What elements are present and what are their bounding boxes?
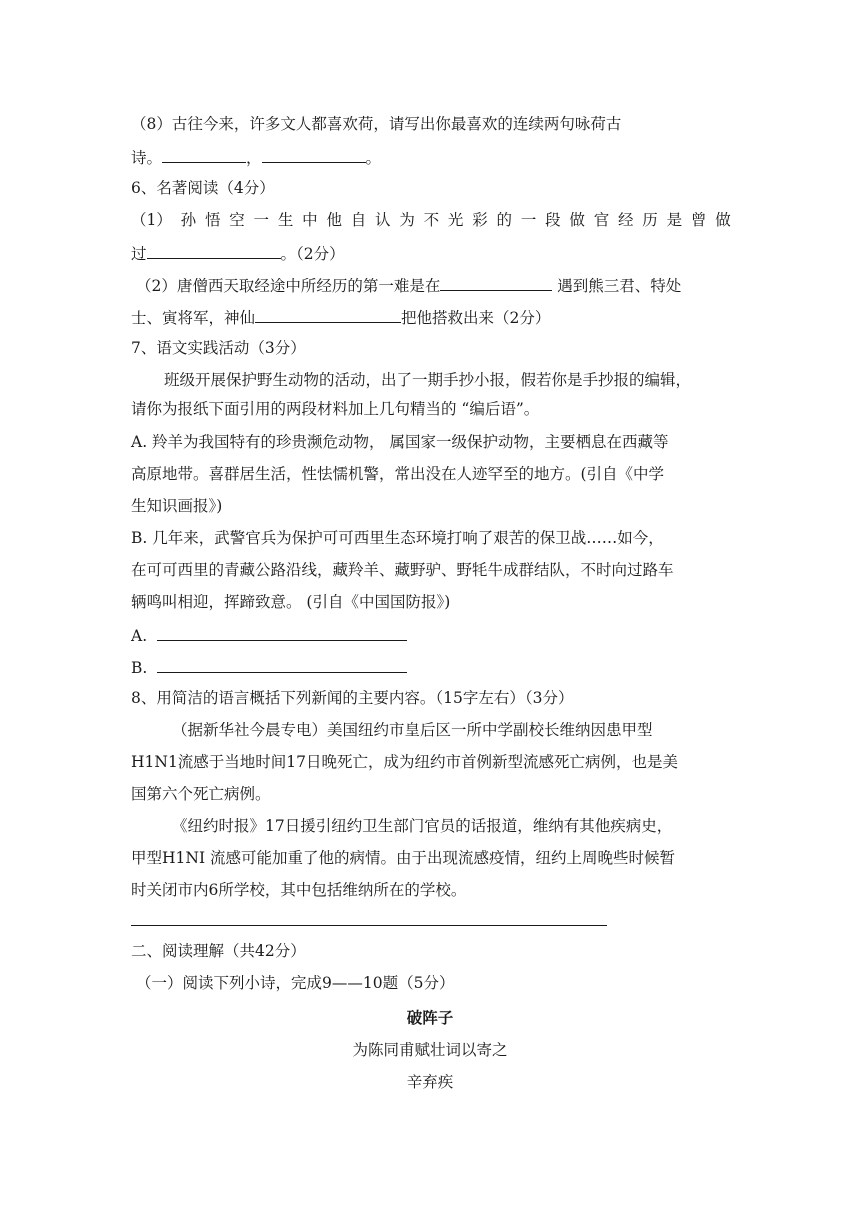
q7-answer-b-label: B.: [131, 659, 148, 677]
q7-intro-line2: 请你为报纸下面引用的两段材料加上几句精当的 “编后语”。: [131, 400, 540, 418]
q6-p2-line2: [131, 305, 731, 329]
q6-p1-char: 做: [569, 211, 585, 229]
q6-p1-char: 生: [277, 211, 294, 229]
q6-p1-char: 自: [350, 211, 367, 229]
q6-p1-char: 经: [618, 211, 634, 229]
q8-poem-line1: （8）古往今来，许多文人都喜欢荷，请写出你最喜欢的连续两句咏荷古: [131, 115, 622, 133]
q8-poem-comma: ，: [246, 149, 262, 167]
answer-blank[interactable]: [147, 241, 281, 259]
q8-news-p1-line3: 国第六个死亡病例。: [131, 785, 271, 803]
q6-p1-char: 历: [642, 211, 658, 229]
poem-author: 辛弃疾: [406, 1073, 454, 1091]
q7-a-line1: A. 羚羊为我国特有的珍贵濒危动物， 属国家一级保护动物，主要栖息在西藏等: [131, 433, 669, 451]
q8-news-heading: 8、用简洁的语言概括下列新闻的主要内容。（15字左右）（3分）: [131, 689, 574, 707]
q8-poem-period: 。: [365, 149, 382, 167]
q6-p1-char: 的: [496, 211, 513, 229]
q7-b-line3: 辆鸣叫相迎，挥蹄致意。 (引自《中国国防报》): [131, 593, 451, 611]
q7-a-line2: 高原地带。喜群居生活，性怯懦机警，常出没在人迹罕至的地方。(引自《中学: [131, 465, 665, 483]
answer-blank[interactable]: [262, 145, 366, 163]
q6-p1-char: 是: [666, 211, 683, 229]
q8-news-p1-line1: （据新华社今晨专电）美国纽约市皇后区一所中学副校长维纳因患甲型: [172, 721, 653, 739]
q8-news-p1-line2: H1N1流感于当地时间17日晚死亡，成为纽约市首例新型流感死亡病例，也是美: [131, 753, 679, 771]
q7-intro-line1: 班级开展保护野生动物的活动，出了一期手抄小报，假若你是手抄报的编辑，: [164, 371, 692, 389]
answer-line[interactable]: [131, 925, 607, 926]
q6-p1-char: 悟: [204, 211, 221, 229]
q7-heading: 7、语文实践活动（3分）: [131, 339, 306, 357]
q7-answer-a: [131, 623, 731, 647]
q6-p1-char: 认: [375, 211, 391, 229]
q6-p2-prefix: （2）唐僧西天取经途中所经历的第一难是在: [136, 277, 441, 295]
q6-p1-char: （1）: [131, 211, 172, 229]
q6-p1-char: 一: [253, 211, 270, 229]
q6-p1-char: 光: [447, 211, 464, 229]
q6-heading: 6、名著阅读（4分）: [131, 179, 275, 197]
q6-p1-char: 段: [545, 211, 561, 229]
q8-news-p2-line3: 时关闭市内6所学校，其中包括维纳所在的学校。: [131, 881, 467, 899]
q8-news-p2-line2: 甲型H1NI 流感可能加重了他的病情。由于出现流感疫情，纽约上周晚些时候暂: [131, 849, 675, 867]
q6-p1-char: 他: [326, 211, 342, 229]
q6-p1-char: 做: [715, 211, 731, 229]
q7-answer-b: [131, 655, 731, 679]
q6-p2-suffix: 遇到熊三君、特处: [552, 277, 682, 295]
q6-p1-prefix: 过: [131, 245, 147, 263]
q6-p1-char: 为: [399, 211, 415, 229]
q7-a-line3: 生知识画报》): [131, 497, 223, 515]
q6-p2-line2-prefix: 士、寅将军，神仙: [131, 309, 256, 327]
q6-p1-char: 空: [229, 211, 245, 229]
q6-p1-suffix: 。（2分）: [280, 245, 345, 263]
answer-blank[interactable]: [255, 305, 401, 323]
poem-subtitle: 为陈同甫赋壮词以寄之: [352, 1041, 508, 1059]
q6-p1-char: 一: [520, 211, 537, 229]
q6-p1-char: 曾: [690, 211, 707, 229]
q8-poem-line2: [131, 145, 731, 169]
q6-p1-line1: [131, 209, 731, 231]
q6-p1-char: 中: [302, 211, 318, 229]
q7-b-line2: 在可可西里的青藏公路沿线，藏羚羊、藏野驴、野牦牛成群结队，不时向过路车: [131, 561, 674, 579]
q6-p1-char: 不: [423, 211, 440, 229]
q6-p1-char: 官: [593, 211, 610, 229]
answer-blank[interactable]: [440, 273, 552, 291]
q7-b-line1: B. 几年来，武警官兵为保护可可西里生态环境打响了艰苦的保卫战……如今，: [131, 529, 664, 547]
q6-p2-line1: [136, 273, 736, 297]
q8-poem-prefix: 诗。: [131, 149, 163, 167]
section2-heading: 二、阅读理解（共42分）: [131, 942, 306, 960]
answer-blank[interactable]: [157, 655, 407, 673]
q6-p1-line2: [131, 241, 731, 265]
q6-p1-char: 彩: [472, 211, 488, 229]
section2-sub1: （一）阅读下列小诗，完成9——10题（5分）: [136, 974, 455, 992]
q6-p1-char: 孙: [180, 211, 197, 229]
answer-blank[interactable]: [157, 623, 407, 641]
q6-p2-line2-suffix: 把他搭救出来（2分）: [401, 309, 551, 327]
q8-news-p2-line1: 《纽约时报》17日援引纽约卫生部门官员的话报道，维纳有其他疾病史，: [172, 817, 673, 835]
poem-title: 破阵子: [406, 1009, 454, 1027]
q7-answer-a-label: A.: [131, 627, 148, 645]
answer-blank[interactable]: [162, 145, 246, 163]
